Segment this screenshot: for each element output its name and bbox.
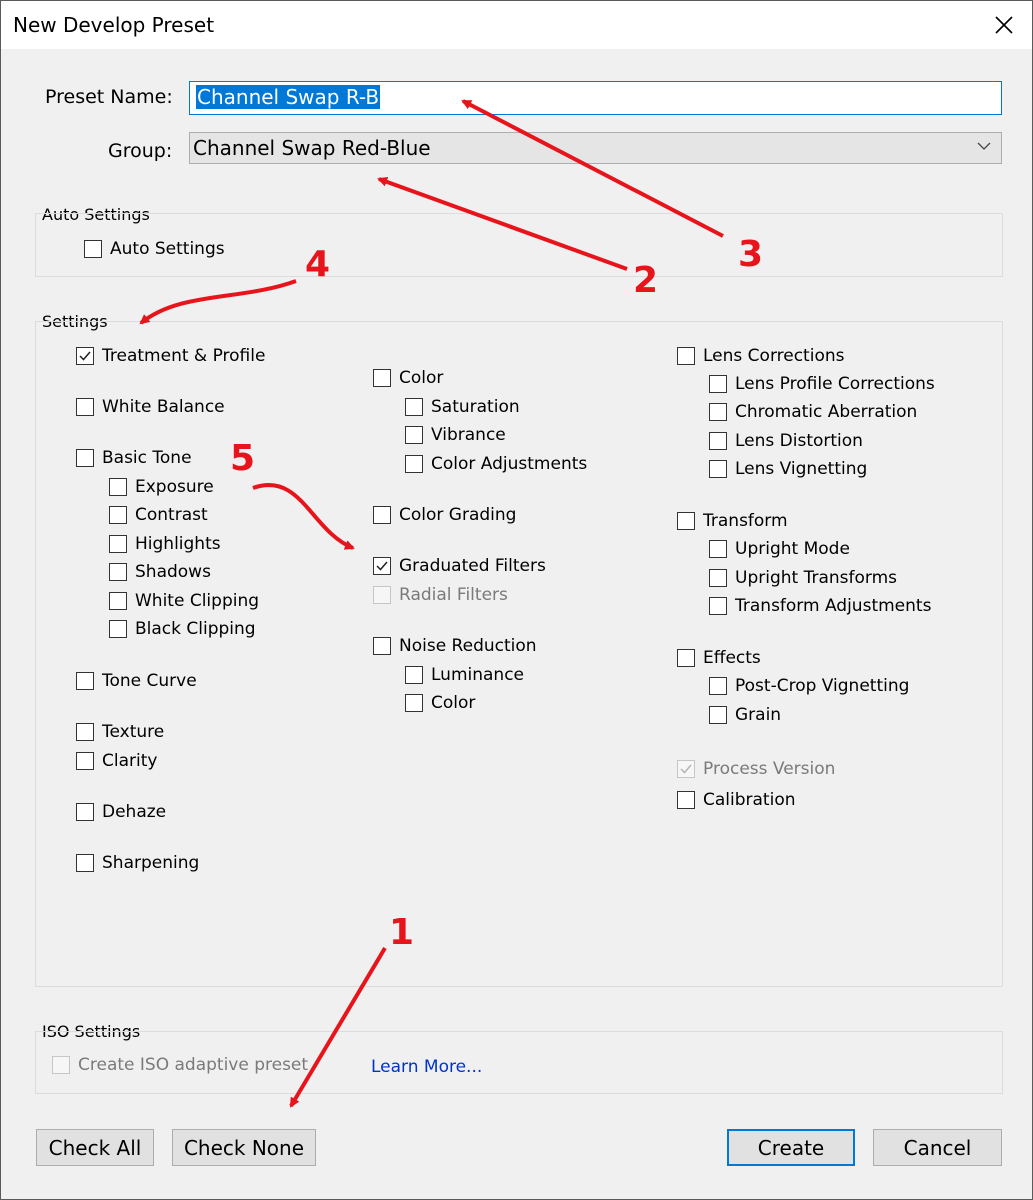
checkbox-label: Tone Curve	[102, 671, 197, 691]
checkmark-icon	[679, 762, 693, 776]
checkbox-vibrance[interactable]	[405, 423, 506, 447]
checkmark-icon	[375, 559, 389, 573]
preset-name-input[interactable]	[189, 81, 1002, 115]
checkbox-basic-tone[interactable]	[76, 446, 192, 470]
checkbox-lens-profile-corrections[interactable]	[709, 372, 935, 396]
checkbox-label: Post-Crop Vignetting	[735, 676, 910, 696]
checkbox-box	[677, 791, 695, 809]
dialog-title: New Develop Preset	[13, 13, 215, 37]
checkbox-radial-filters	[373, 583, 508, 607]
checkbox-lens-vignetting[interactable]	[709, 457, 867, 481]
checkbox-noise-reduction[interactable]	[373, 634, 537, 658]
learn-more-link[interactable]: Learn More...	[371, 1057, 483, 1077]
checkbox-process-version	[677, 757, 835, 781]
checkbox-label: Transform Adjustments	[735, 596, 932, 616]
checkbox-label: Exposure	[135, 477, 214, 497]
checkbox-box	[109, 563, 127, 581]
annotation-number-5: 5	[230, 438, 256, 479]
checkbox-transform-adjustments[interactable]	[709, 594, 931, 618]
checkbox-label: Effects	[703, 648, 761, 668]
checkbox-box	[709, 432, 727, 450]
checkbox-exposure[interactable]	[109, 475, 214, 499]
checkbox-box	[76, 398, 94, 416]
checkbox-label: Chromatic Aberration	[735, 402, 918, 422]
checkbox-white-clipping[interactable]	[109, 589, 259, 613]
checkbox-box	[109, 592, 127, 610]
checkbox-label: Lens Distortion	[735, 431, 863, 451]
checkbox-treatment-profile[interactable]	[76, 344, 265, 368]
checkbox-label: Upright Transforms	[735, 568, 897, 588]
checkbox-black-clipping[interactable]	[109, 617, 256, 641]
checkbox-luminance[interactable]	[405, 663, 524, 687]
checkbox-box	[373, 637, 391, 655]
checkbox-label: Lens Corrections	[703, 346, 845, 366]
close-button[interactable]	[976, 1, 1032, 49]
checkbox-post-crop-vignetting[interactable]	[709, 674, 909, 698]
checkbox-box	[405, 455, 423, 473]
checkbox-box	[677, 649, 695, 667]
checkbox-upright-mode[interactable]	[709, 537, 850, 561]
checkbox-grain[interactable]	[709, 703, 781, 727]
cancel-button[interactable]: Cancel	[873, 1129, 1002, 1166]
checkbox-label: Auto Settings	[110, 239, 225, 259]
checkbox-lens-distortion[interactable]	[709, 429, 863, 453]
checkbox-box	[76, 672, 94, 690]
checkbox-box	[709, 540, 727, 558]
checkbox-box	[373, 586, 391, 604]
checkbox-label: Vibrance	[431, 425, 506, 445]
checkbox-label: Contrast	[135, 505, 208, 525]
checkbox-texture[interactable]	[76, 720, 164, 744]
checkbox-lens-corrections[interactable]	[677, 344, 844, 368]
checkbox-graduated-filters[interactable]	[373, 554, 546, 578]
group-value: Channel Swap Red-Blue	[193, 136, 431, 160]
checkbox-label: Sharpening	[102, 853, 200, 873]
checkbox-highlights[interactable]	[109, 532, 221, 556]
auto-settings-group-title: Auto Settings	[42, 205, 150, 224]
checkbox-box	[373, 557, 391, 575]
checkbox-box	[373, 506, 391, 524]
annotation-number-1: 1	[389, 912, 415, 953]
checkbox-box	[709, 460, 727, 478]
checkbox-label: Lens Profile Corrections	[735, 374, 935, 394]
checkbox-label: Black Clipping	[135, 619, 256, 639]
checkbox-shadows[interactable]	[109, 560, 211, 584]
checkbox-label: Basic Tone	[102, 448, 192, 468]
checkbox-label: White Clipping	[135, 591, 260, 611]
checkbox-effects[interactable]	[677, 646, 761, 670]
checkbox-label: Noise Reduction	[399, 636, 537, 656]
checkbox-label: Create ISO adaptive preset	[78, 1055, 309, 1075]
preset-name-label: Preset Name:	[45, 86, 173, 108]
checkbox-box	[709, 677, 727, 695]
checkbox-color-grading[interactable]	[373, 503, 516, 527]
checkbox-box	[677, 347, 695, 365]
checkbox-label: Color	[431, 693, 476, 713]
checkbox-box	[76, 854, 94, 872]
checkbox-label: Transform	[703, 511, 788, 531]
annotation-number-2: 2	[633, 260, 659, 301]
checkbox-contrast[interactable]	[109, 503, 208, 527]
checkbox-box	[76, 752, 94, 770]
checkbox-label: White Balance	[102, 397, 225, 417]
checkbox-box	[52, 1056, 70, 1074]
checkbox-label: Treatment & Profile	[102, 346, 266, 366]
checkbox-label: Lens Vignetting	[735, 459, 868, 479]
checkbox-label: Radial Filters	[399, 585, 508, 605]
checkbox-label: Process Version	[703, 759, 836, 779]
check-all-button[interactable]: Check All	[36, 1129, 154, 1166]
checkbox-box	[405, 426, 423, 444]
checkbox-box	[405, 398, 423, 416]
checkbox-calibration[interactable]	[677, 788, 796, 812]
checkbox-chromatic-aberration[interactable]	[709, 400, 917, 424]
checkbox-color[interactable]	[405, 691, 475, 715]
checkbox-white-balance[interactable]	[76, 395, 225, 419]
checkbox-label: Upright Mode	[735, 539, 850, 559]
preset-name-value: Channel Swap R-B	[197, 85, 380, 109]
checkbox-box	[373, 369, 391, 387]
checkbox-box	[109, 478, 127, 496]
checkbox-box	[405, 694, 423, 712]
checkbox-box	[109, 535, 127, 553]
checkbox-box	[709, 706, 727, 724]
checkbox-box	[76, 723, 94, 741]
checkbox-tone-curve[interactable]	[76, 669, 197, 693]
checkbox-clarity[interactable]	[76, 749, 157, 773]
check-none-button[interactable]: Check None	[172, 1129, 316, 1166]
checkbox-box	[109, 506, 127, 524]
checkbox-box	[709, 597, 727, 615]
annotation-number-4: 4	[305, 244, 331, 285]
checkbox-label: Color Grading	[399, 505, 517, 525]
checkbox-label: Highlights	[135, 534, 221, 554]
checkbox-box	[709, 403, 727, 421]
checkbox-box	[677, 512, 695, 530]
checkbox-upright-transforms[interactable]	[709, 566, 897, 590]
checkbox-box	[76, 347, 94, 365]
iso-adaptive-checkbox	[52, 1053, 308, 1077]
checkbox-label: Color Adjustments	[431, 454, 588, 474]
checkbox-dehaze[interactable]	[76, 800, 166, 824]
checkbox-saturation[interactable]	[405, 395, 520, 419]
checkbox-box	[709, 569, 727, 587]
auto-settings-checkbox[interactable]	[84, 237, 225, 261]
checkmark-icon	[78, 349, 92, 363]
checkbox-color-adjustments[interactable]	[405, 452, 587, 476]
checkbox-sharpening[interactable]	[76, 851, 199, 875]
checkbox-label: Luminance	[431, 665, 525, 685]
title-bar	[1, 1, 1032, 49]
checkbox-box	[405, 666, 423, 684]
checkbox-label: Color	[399, 368, 444, 388]
group-select[interactable]	[189, 132, 1002, 164]
checkbox-label: Dehaze	[102, 802, 167, 822]
iso-settings-group-title: ISO Settings	[42, 1022, 141, 1041]
checkbox-transform[interactable]	[677, 509, 788, 533]
annotation-number-3: 3	[738, 234, 764, 275]
checkbox-label: Shadows	[135, 562, 211, 582]
checkbox-box	[84, 240, 102, 258]
close-icon	[995, 16, 1013, 34]
checkbox-label: Grain	[735, 705, 782, 725]
chevron-down-icon	[977, 141, 991, 151]
checkbox-box	[709, 375, 727, 393]
checkbox-label: Saturation	[431, 397, 520, 417]
checkbox-box	[109, 620, 127, 638]
checkbox-color[interactable]	[373, 366, 443, 390]
arrow-4	[141, 281, 296, 323]
checkbox-box	[677, 760, 695, 778]
checkbox-box	[76, 449, 94, 467]
group-label: Group:	[108, 140, 173, 162]
checkbox-box	[76, 803, 94, 821]
create-button[interactable]: Create	[727, 1129, 855, 1166]
settings-group-title: Settings	[42, 312, 108, 331]
checkbox-label: Calibration	[703, 790, 796, 810]
checkbox-label: Clarity	[102, 751, 158, 771]
checkbox-label: Graduated Filters	[399, 556, 546, 576]
checkbox-label: Texture	[102, 722, 165, 742]
